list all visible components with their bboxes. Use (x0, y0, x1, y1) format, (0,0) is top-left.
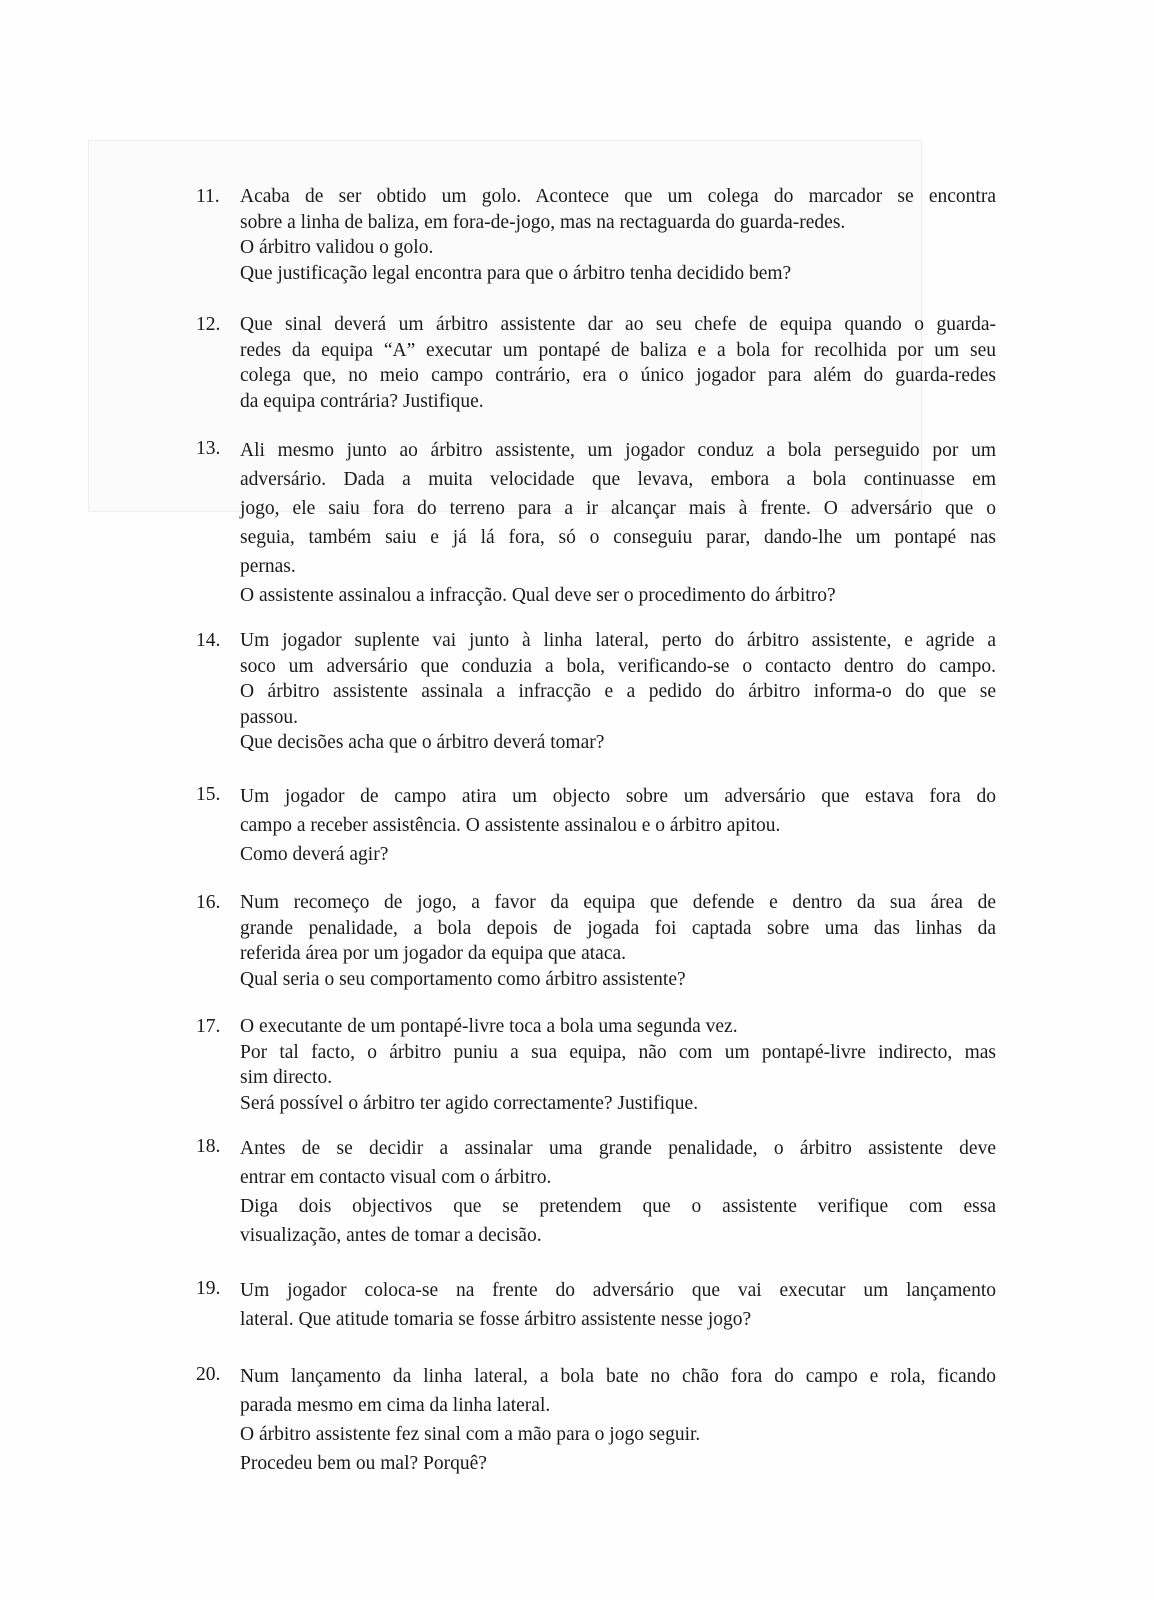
question-line: Por tal facto, o árbitro puniu a sua equipa, não com um pontapé-livre indirecto, mas (240, 1041, 996, 1063)
question-line: adversário. Dada a muita velocidade que levava, embora a bola continuasse em (240, 469, 996, 490)
question-12 (196, 312, 996, 414)
question-line: jogo, ele saiu fora do terreno para a ir alcançar mais à frente. O adversário que o (240, 498, 996, 519)
question-line: seguia, também saiu e já lá fora, só o conseguiu parar, dando-lhe um pontapé nas (240, 527, 996, 548)
question-line: sobre a linha de baliza, em fora-de-jogo, mas na rectaguarda do guarda-redes. (240, 211, 846, 233)
question-text (240, 1134, 996, 1250)
question-text (240, 1014, 996, 1116)
question-line: O assistente assinalou a infracção. Qual deve ser o procedimento do árbitro? (240, 585, 836, 606)
question-line: Que sinal deverá um árbitro assistente dar ao seu chefe de equipa quando o guarda- (240, 314, 996, 335)
question-text (240, 1276, 996, 1334)
question-14 (196, 628, 996, 756)
question-line: referida área por um jogador da equipa que ataca. (240, 943, 627, 964)
question-line: Num lançamento da linha lateral, a bola bate no chão fora do campo e rola, ficando (240, 1366, 996, 1387)
question-number: 18. (196, 1136, 221, 1157)
question-line: Qual seria o seu comportamento como árbitro assistente? (240, 968, 686, 990)
question-text (240, 184, 996, 286)
question-line: Que justificação legal encontra para que o árbitro tenha decidido bem? (240, 262, 792, 284)
question-line: O árbitro assistente fez sinal com a mão para o jogo seguir. (240, 1424, 701, 1445)
question-number: 20. (196, 1364, 221, 1385)
question-number: 11. (196, 186, 220, 207)
question-19 (196, 1276, 996, 1334)
question-text (240, 782, 996, 869)
question-line: colega que, no meio campo contrário, era o único jogador para além do guarda-redes (240, 365, 996, 386)
question-text (240, 312, 996, 414)
question-20 (196, 1362, 996, 1478)
question-18 (196, 1134, 996, 1250)
question-line: sim directo. (240, 1067, 333, 1088)
question-line: passou. (240, 706, 298, 728)
question-line: O árbitro validou o golo. (240, 237, 434, 258)
question-15 (196, 782, 996, 869)
question-line: pernas. (240, 556, 296, 577)
question-line: O árbitro assistente assinala a infracção e a pedido do árbitro informa-o do que se (240, 681, 996, 702)
question-line: soco um adversário que conduzia a bola, verificando-se o contacto dentro do campo. (240, 655, 996, 677)
question-17 (196, 1014, 996, 1116)
question-number: 15. (196, 784, 221, 805)
question-line: Num recomeço de jogo, a favor da equipa que defende e dentro da sua área de (240, 892, 996, 913)
question-line: Procedeu bem ou mal? Porquê? (240, 1453, 487, 1474)
question-number: 12. (196, 314, 221, 335)
question-line: redes da equipa “A” executar um pontapé de baliza e a bola for recolhida por um seu (240, 339, 996, 361)
question-line: Diga dois objectivos que se pretendem que o assistente verifique com essa (240, 1196, 996, 1217)
question-number: 13. (196, 438, 221, 459)
question-number: 19. (196, 1278, 221, 1299)
question-line: Que decisões acha que o árbitro deverá tomar? (240, 732, 605, 753)
question-line: Será possível o árbitro ter agido correctamente? Justifique. (240, 1092, 699, 1114)
question-11 (196, 184, 996, 286)
question-line: grande penalidade, a bola depois de jogada foi captada sobre uma das linhas da (240, 917, 996, 939)
question-line: visualização, antes de tomar a decisão. (240, 1225, 542, 1246)
question-line: campo a receber assistência. O assistente assinalou e o árbitro apitou. (240, 815, 781, 836)
question-line: lateral. Que atitude tomaria se fosse árbitro assistente nesse jogo? (240, 1309, 752, 1330)
question-line: Um jogador suplente vai junto à linha lateral, perto do árbitro assistente, e agride a (240, 630, 996, 651)
question-line: parada mesmo em cima da linha lateral. (240, 1395, 551, 1416)
question-16 (196, 890, 996, 992)
question-line: da equipa contrária? Justifique. (240, 390, 484, 412)
question-13 (196, 436, 996, 610)
question-line: Ali mesmo junto ao árbitro assistente, um jogador conduz a bola perseguido por um (240, 440, 996, 461)
question-line: Antes de se decidir a assinalar uma grande penalidade, o árbitro assistente deve (240, 1138, 996, 1159)
question-line: entrar em contacto visual com o árbitro. (240, 1167, 552, 1188)
question-number: 17. (196, 1016, 221, 1037)
question-text (240, 1362, 996, 1478)
question-text (240, 890, 996, 992)
question-line: O executante de um pontapé-livre toca a bola uma segunda vez. (240, 1016, 738, 1037)
question-line: Um jogador coloca-se na frente do adversário que vai executar um lançamento (240, 1280, 996, 1301)
question-number: 16. (196, 892, 221, 913)
question-line: Como deverá agir? (240, 844, 389, 865)
question-line: Um jogador de campo atira um objecto sobre um adversário que estava fora do (240, 786, 996, 807)
question-line: Acaba de ser obtido um golo. Acontece que um colega do marcador se encontra (240, 186, 996, 207)
question-text (240, 628, 996, 756)
question-text (240, 436, 996, 610)
question-number: 14. (196, 630, 221, 651)
